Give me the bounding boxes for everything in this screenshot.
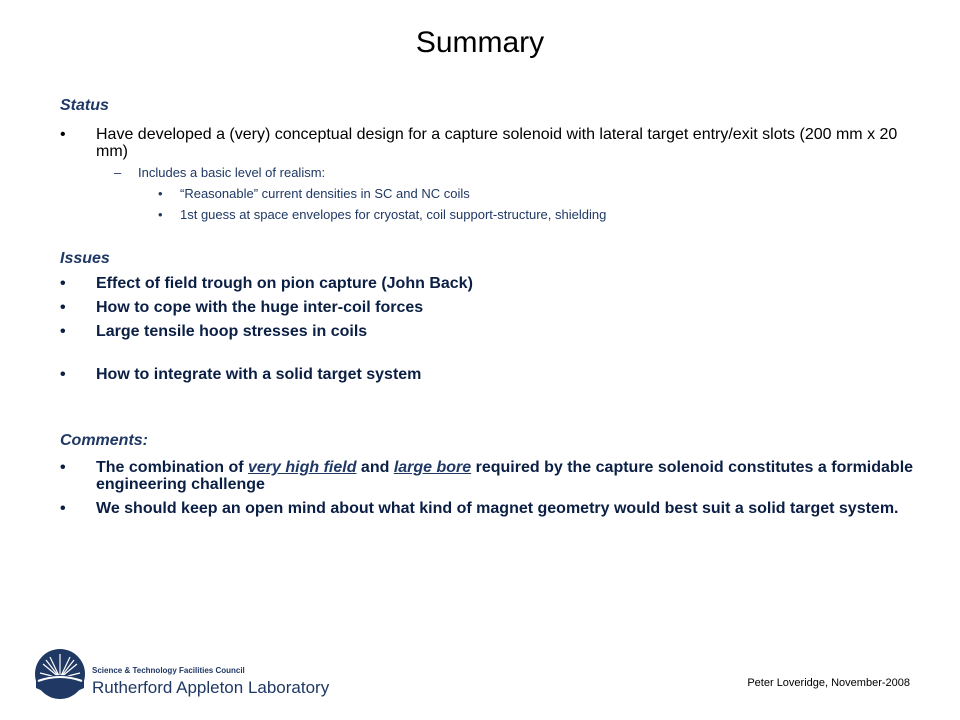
comments-heading: Comments: <box>60 432 149 449</box>
logo-lab-text: Rutherford Appleton Laboratory <box>92 678 330 697</box>
emphasis-very-high-field: very high field <box>248 459 357 476</box>
stfc-logo <box>34 646 354 702</box>
status-sub-text: Includes a basic level of realism: <box>138 165 326 180</box>
comment-text: and <box>356 459 394 476</box>
issue-item <box>60 275 920 292</box>
issue-item-text: Large tensile hoop stresses in coils <box>96 323 368 340</box>
bullet-icon: • <box>60 275 66 292</box>
status-item-text: Have developed a (very) conceptual design for a capture solenoid with lateral target entry/exit slots (200 mm x 20 mm) <box>96 126 898 160</box>
bullet-icon: • <box>60 500 66 517</box>
bullet-icon: • <box>60 299 66 316</box>
issue-item <box>60 366 920 383</box>
issue-item <box>60 323 920 340</box>
issues-heading: Issues <box>60 250 110 267</box>
emphasis-large-bore: large bore <box>393 459 472 476</box>
status-subsub-item <box>60 207 920 223</box>
status-sub-item <box>60 165 920 181</box>
bullet-icon: • <box>60 459 66 476</box>
status-subsub-text: 1st guess at space envelopes for cryostat, coil support-structure, shielding <box>180 207 607 222</box>
comment-item <box>60 500 920 517</box>
dash-icon: – <box>114 165 122 180</box>
issue-item-text: How to cope with the huge inter-coil forces <box>96 299 424 316</box>
comment-item <box>60 459 920 493</box>
issue-item-text: Effect of field trough on pion capture (John Back) <box>96 275 473 292</box>
comment-text: The combination of <box>96 459 248 476</box>
bullet-icon: • <box>60 323 66 340</box>
slide-content <box>60 96 920 517</box>
status-subsub-item <box>60 186 920 202</box>
comment-text: We should keep an open mind about what kind of magnet geometry would best suit a solid target system. <box>96 500 899 517</box>
bullet-icon: • <box>158 207 163 222</box>
status-item <box>60 126 920 160</box>
issue-item-text: How to integrate with a solid target system <box>96 366 422 383</box>
logo-council-text: Science & Technology Facilities Council <box>92 666 245 675</box>
stfc-emblem-icon <box>34 648 86 700</box>
bullet-icon: • <box>60 366 66 383</box>
status-subsub-text: “Reasonable” current densities in SC and NC coils <box>180 186 470 201</box>
slide-title: Summary <box>415 26 545 59</box>
bullet-icon: • <box>158 186 163 201</box>
footer-author: Peter Loveridge, November-2008 <box>747 677 910 689</box>
bullet-icon: • <box>60 126 66 143</box>
comment-text: required by the capture solenoid constitutes a formidable engineering challenge <box>96 459 914 493</box>
status-heading: Status <box>60 97 109 114</box>
issue-item <box>60 299 920 316</box>
